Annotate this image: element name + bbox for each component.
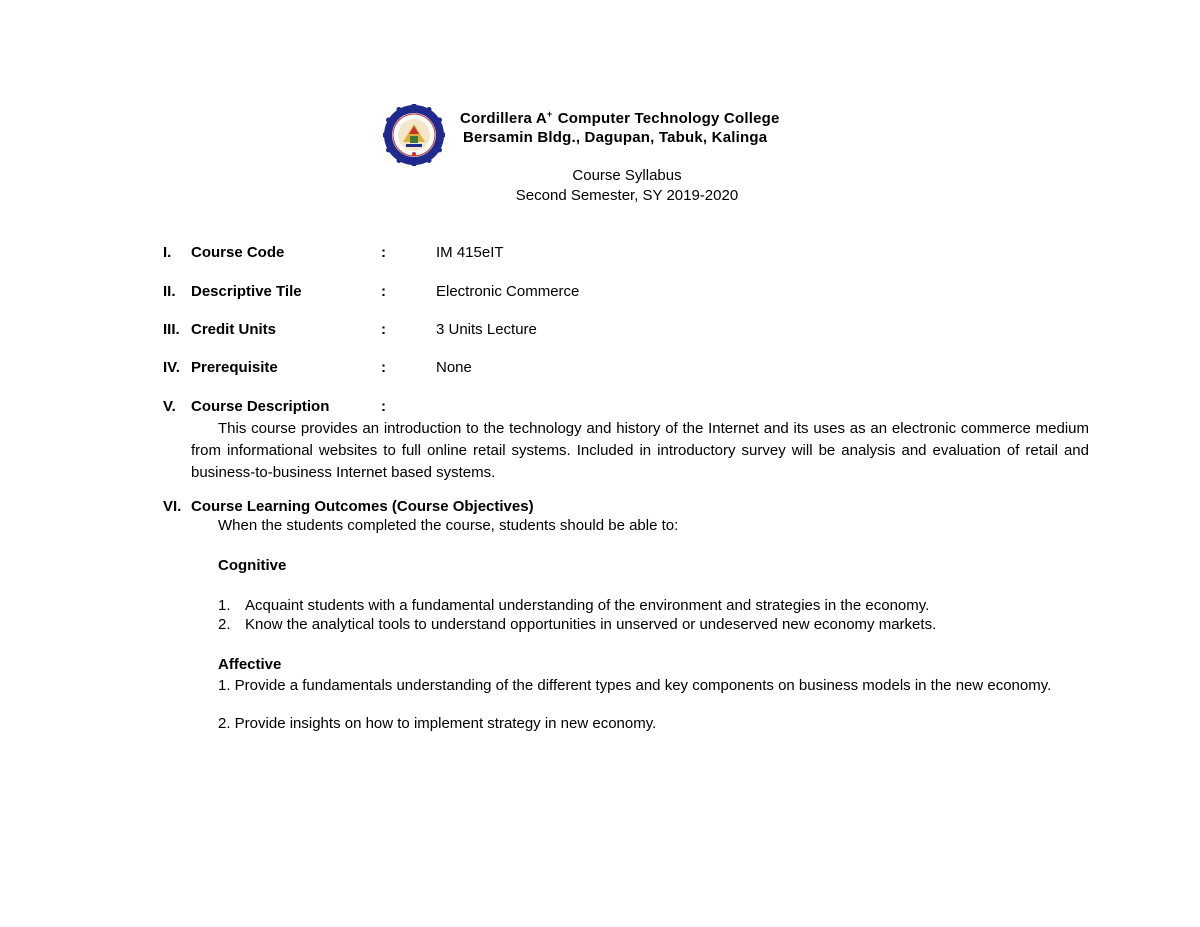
field-colon: : <box>381 283 386 300</box>
field-colon: : <box>381 244 386 261</box>
field-number: II. <box>163 283 176 300</box>
section-number: VI. <box>163 498 182 515</box>
item-number: 2. <box>218 616 231 633</box>
college-seal-logo <box>383 104 445 166</box>
item-number: 1. <box>218 597 231 614</box>
field-value: IM 415eIT <box>436 244 504 261</box>
field-number: III. <box>163 321 180 338</box>
college-address: Bersamin Bldg., Dagupan, Tabuk, Kalinga <box>463 129 768 146</box>
field-label: Descriptive Tile <box>191 283 302 300</box>
field-value: None <box>436 359 472 376</box>
field-value: Electronic Commerce <box>436 283 580 300</box>
field-colon: : <box>381 359 386 376</box>
cognitive-heading: Cognitive <box>218 557 287 574</box>
course-description-text: This course provides an introduction to the technology and history of the Internet and its uses as an electronic commerce medium from informational websites to full online retail systems. Included in introductory survey will be analysis and evaluation of retail and business-to-business Internet based systems. <box>191 420 1089 481</box>
semester-label: Second Semester, SY 2019-2020 <box>515 187 739 204</box>
section-label: Course Learning Outcomes (Course Objectives) <box>191 498 534 515</box>
document-title: Course Syllabus <box>572 167 682 184</box>
field-label: Credit Units <box>191 321 277 338</box>
affective-item: 1. Provide a fundamentals understanding of the different types and key components on business models in the new economy. <box>218 677 1052 694</box>
affective-item: 2. Provide insights on how to implement strategy in new economy. <box>218 715 657 732</box>
field-number: I. <box>163 244 172 261</box>
section-learning-outcomes <box>163 498 534 515</box>
field-value: 3 Units Lecture <box>436 321 537 338</box>
affective-heading: Affective <box>218 656 282 673</box>
section-colon: : <box>381 398 386 415</box>
item-text: Acquaint students with a fundamental understanding of the environment and strategies in the economy. <box>245 597 930 614</box>
outcomes-intro: When the students completed the course, students should be able to: <box>218 517 679 534</box>
field-number: IV. <box>163 359 180 376</box>
college-name: Cordillera A+ Computer Technology College <box>460 109 780 127</box>
field-colon: : <box>381 321 386 338</box>
field-label: Prerequisite <box>191 359 278 376</box>
item-text: Know the analytical tools to understand opportunities in unserved or undeserved new economy markets. <box>245 616 937 633</box>
field-label: Course Code <box>191 244 285 261</box>
section-label: Course Description <box>191 398 330 415</box>
section-number: V. <box>163 398 176 415</box>
